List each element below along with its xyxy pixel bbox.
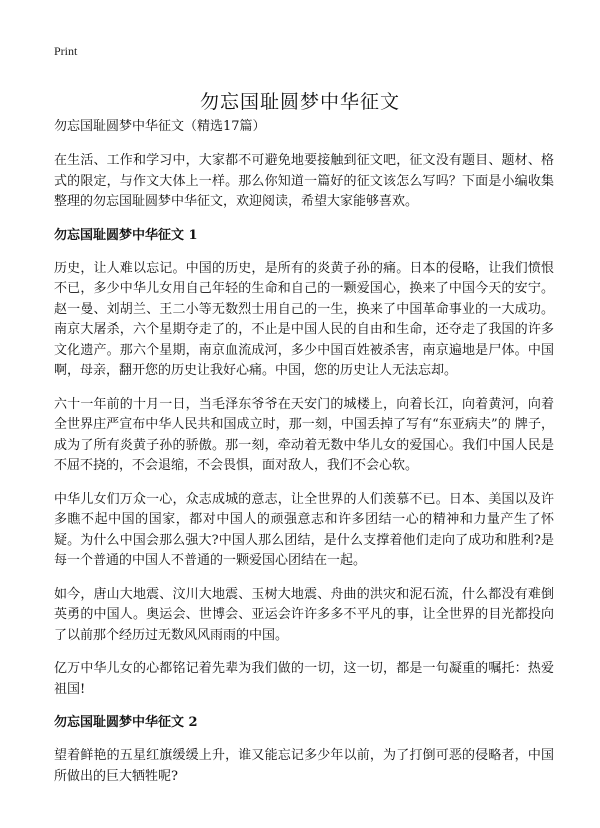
section-1-paragraph: 亿万中华儿女的心都铭记着先辈为我们做的一切，这一切，都是一句凝重的嘱托：热爱祖国! (54, 661, 554, 697)
intro-paragraph: 在生活、工作和学习中，大家都不可避免地要接触到征文吧，征文没有题目、题材、格式的限定，与作文大体上一样。那么你知道一篇好的征文该怎么写吗？下面是小编收集整理的勿忘国耻圆梦中华征文，欢迎阅读，希望大家能够喜欢。 (54, 153, 554, 209)
section-1-paragraph: 如今，唐山大地震、汶川大地震、玉树大地震、舟曲的洪灾和泥石流，什么都没有难倒英勇的中国人。奥运会、世博会、亚运会许许多多不平凡的事，让全世界的目光都投向了以前那个经历过无数风风雨雨的中国。 (54, 586, 554, 643)
article-content (54, 117, 554, 800)
page-title: 勿忘国耻圆梦中华征文 (199, 90, 400, 113)
section-2-heading: 勿忘国耻圆梦中华征文 2 (54, 715, 198, 730)
section-1-paragraph: 六十一年前的十月一日，当毛泽东爷爷在天安门的城楼上，向着长江，向着黄河，向着全世界庄严宣布中华人民共和国成立时，那一刻，中国丢掉了写有“东亚病夫”的 牌子，成为了所有炎黄子孙的骄傲。那一刻，牵动着无数中华儿女的爱国心。我们中国人民是不屈不挠的，不会退缩，不会畏惧，面对敌人，我们不会心软。 (54, 396, 554, 473)
article-subtitle: 勿忘国耻圆梦中华征文（精选17篇） (54, 119, 266, 134)
section-1-heading: 勿忘国耻圆梦中华征文 1 (54, 227, 198, 243)
section-1-paragraph: 中华儿女们万众一心，众志成城的意志，让全世界的人们羡慕不已。日本、美国以及许多瞧不起中国的国家，都对中国人的顽强意志和许多团结一心的精神和力量产生了怀疑。为什么中国会那么强大?中国人那么团结，是什么支撑着他们走向了成功和胜利?是每一个普通的中国人不普通的一颗爱国心团结在一起。 (54, 491, 554, 568)
section-2-paragraph: 望着鲜艳的五星红旗缓缓上升，谁又能忘记多少年以前，为了打倒可恶的侵略者，中国所做出的巨大牺牲呢? (54, 748, 554, 784)
section-1-paragraph: 历史，让人难以忘记。中国的历史，是所有的炎黄子孙的痛。日本的侵略，让我们愤恨不已，多少中华儿女用自己年轻的生命和自己的一颗爱国心，换来了中国今天的安宁。赵一曼、刘胡兰、王二小等无数烈士用自己的一生，换来了中国革命事业的一大成功。南京大屠杀，六个星期夺走了的，不止是中国人民的自由和生命，还夺走了我国的许多文化遗产。那六个星期，南京血流成河，多少中国百姓被杀害，南京遍地是尸体。中国啊，母亲，翻开您的历史让我好心痛。中国，您的历史让人无法忘却。 (54, 260, 554, 378)
print-link[interactable]: Print (54, 44, 78, 58)
